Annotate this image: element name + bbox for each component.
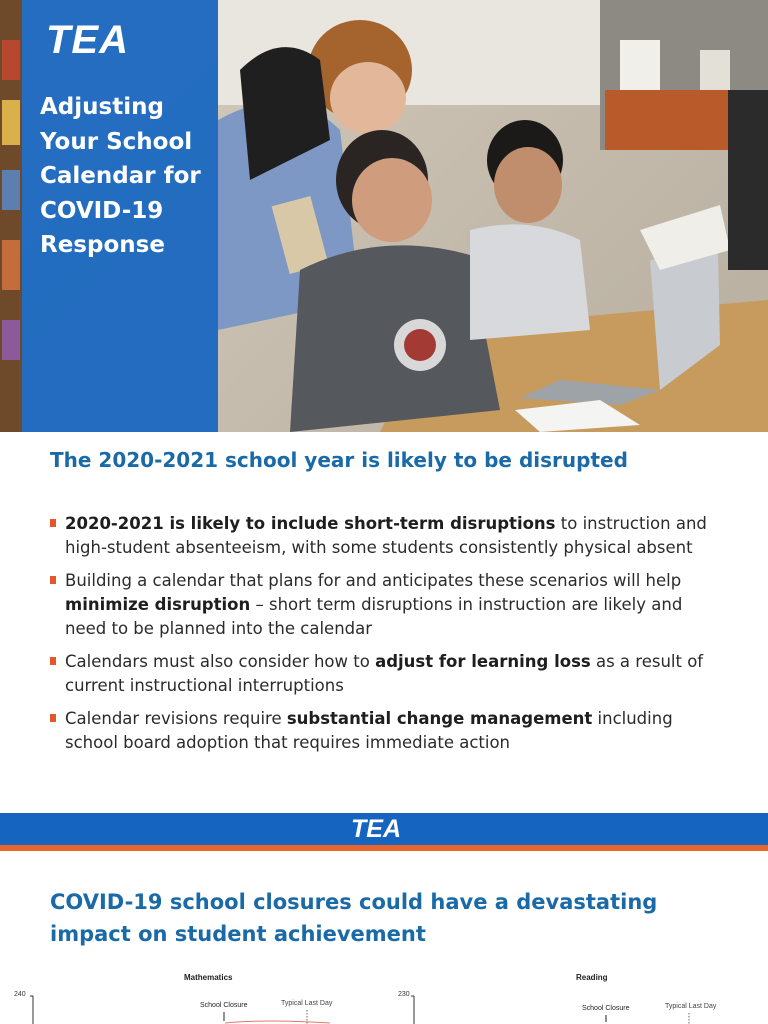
document-title: [40, 90, 216, 263]
bullet-item: Calendars must also consider how to adjust for learning loss as a result of current instructional interruptions: [50, 650, 710, 698]
title-line: Response: [40, 232, 165, 258]
hero-banner: [0, 0, 768, 432]
bullet-list: [50, 512, 710, 764]
reading-chart: [384, 968, 768, 1024]
bullet-square-icon: [50, 657, 56, 665]
section-heading-achievement: COVID-19 school closures could have a devastating impact on student achievement: [50, 890, 658, 946]
chart-title: Reading: [576, 973, 608, 982]
series-line: [225, 1021, 330, 1023]
math-chart: [0, 968, 400, 1024]
school-closure-annotation: School Closure: [200, 1002, 248, 1009]
typical-last-day-annotation: Typical Last Day: [281, 1000, 333, 1007]
title-line: Calendar for: [40, 163, 201, 189]
page-divider-accent: [0, 845, 768, 851]
y-tick-label: 230: [398, 991, 410, 998]
bullet-item: Building a calendar that plans for and anticipates these scenarios will help minimize disruption – short term disruptions in instruction are likely and need to be planned into the calendar: [50, 569, 710, 641]
typical-last-day-annotation: Typical Last Day: [665, 1003, 717, 1010]
bullet-square-icon: [50, 714, 56, 722]
school-closure-annotation: School Closure: [582, 1005, 630, 1012]
title-line: COVID-19: [40, 197, 164, 224]
reading-chart-canvas: [384, 968, 768, 1024]
tea-logo: TEA: [46, 18, 129, 62]
chart-title: Mathematics: [184, 973, 233, 982]
math-chart-canvas: [0, 968, 400, 1024]
bullet-square-icon: [50, 576, 56, 584]
title-line: Adjusting: [40, 94, 164, 120]
y-tick-label: 240: [14, 991, 26, 998]
title-line: Your School: [40, 128, 193, 155]
bullet-square-icon: [50, 519, 56, 527]
bullet-item: Calendar revisions require substantial change management including school board adoption that requires immediate action: [50, 707, 710, 755]
tea-logo-small: TEA: [351, 815, 401, 843]
bullet-item: 2020-2021 is likely to include short-term disruptions to instruction and high-student absenteeism, with some students consistently physical absent: [50, 512, 710, 560]
section-heading-disruption: The 2020-2021 school year is likely to be disrupted: [50, 448, 628, 472]
